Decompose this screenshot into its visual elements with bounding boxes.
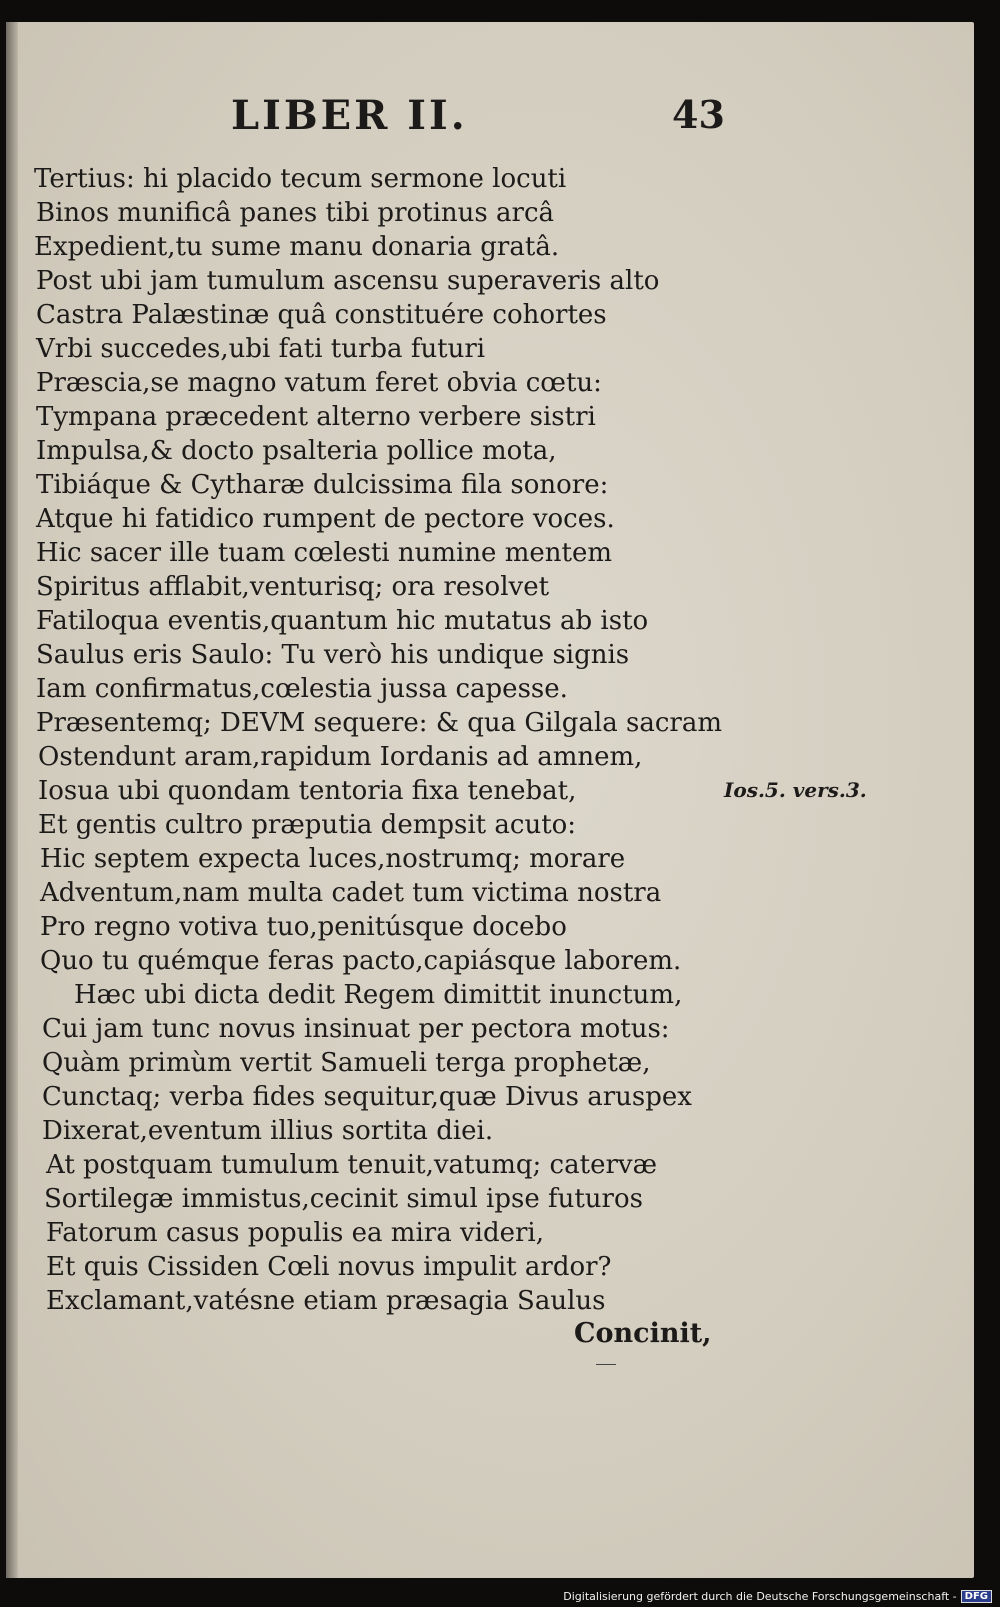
verse-line: Tympana præcedent alterno verbere sistri — [36, 402, 596, 432]
marginal-reference: Ios.5. vers.3. — [724, 778, 867, 802]
credit-text: Digitalisierung gefördert durch die Deutsche Forschungsgemeinschaft - — [563, 1589, 957, 1603]
verse-line: Post ubi jam tumulum ascensu superaveris alto — [36, 266, 660, 296]
verse-line: Ostendunt aram,rapidum Iordanis ad amnem, — [38, 742, 643, 772]
verse-line: Iosua ubi quondam tentoria fixa tenebat, — [38, 776, 577, 806]
verse-line: Expedient,tu sume manu donaria gratâ. — [34, 232, 560, 262]
verse-line: Quo tu quémque feras pacto,capiásque laborem. — [40, 946, 682, 976]
verse-line: Quàm primùm vertit Samueli terga prophetæ, — [42, 1048, 651, 1078]
book-page — [6, 22, 974, 1578]
verse-line: Hic sacer ille tuam cœlesti numine mentem — [36, 538, 612, 568]
page-gutter-edge — [6, 22, 18, 1578]
catchword: Concinit, — [574, 1318, 712, 1349]
running-head: LIBER II. — [231, 92, 468, 139]
verse-line: Iam confirmatus,cœlestia jussa capesse. — [36, 674, 568, 704]
verse-line: Fatiloqua eventis,quantum hic mutatus ab isto — [36, 606, 649, 636]
verse-line: Præscia,se magno vatum feret obvia cœtu: — [36, 368, 602, 398]
verse-line: Saulus eris Saulo: Tu verò his undique signis — [36, 640, 630, 670]
page-number: 43 — [672, 92, 725, 137]
verse-line: Sortilegæ immistus,cecinit simul ipse futuros — [44, 1184, 643, 1214]
verse-line: Exclamant,vatésne etiam præsagia Saulus — [46, 1286, 606, 1316]
verse-line: Spiritus afflabit,venturisq; ora resolvet — [36, 572, 550, 602]
verse-line: Pro regno votiva tuo,penitúsque docebo — [40, 912, 567, 942]
verse-line: Præsentemq; DEVM sequere: & qua Gilgala sacram — [36, 708, 723, 738]
verse-line: Tibiáque & Cytharæ dulcissima fila sonore: — [36, 470, 609, 500]
verse-line: Castra Palæstinæ quâ constituére cohortes — [36, 300, 607, 330]
verse-line: Fatorum casus populis ea mira videri, — [46, 1218, 545, 1248]
verse-line: Cunctaq; verba fides sequitur,quæ Divus aruspex — [42, 1082, 692, 1112]
verse-line: Et gentis cultro præputia dempsit acuto: — [38, 810, 577, 840]
verse-line: Binos munificâ panes tibi protinus arcâ — [36, 198, 555, 228]
verse-line: At postquam tumulum tenuit,vatumq; catervæ — [46, 1150, 658, 1180]
verse-line: Hic septem expecta luces,nostrumq; morare — [40, 844, 626, 874]
verse-line: Et quis Cissiden Cœli novus impulit ardor? — [46, 1252, 612, 1282]
catchword-rule — [596, 1364, 616, 1365]
verse-line: Vrbi succedes,ubi fati turba futuri — [36, 334, 486, 364]
dfg-logo: DFG — [961, 1590, 992, 1603]
verse-line: Atque hi fatidico rumpent de pectore voces. — [36, 504, 615, 534]
verse-line: Hæc ubi dicta dedit Regem dimittit inunctum, — [74, 980, 683, 1010]
verse-line: Impulsa,& docto psalteria pollice mota, — [36, 436, 557, 466]
verse-line: Tertius: hi placido tecum sermone locuti — [34, 164, 567, 194]
verse-line: Cui jam tunc novus insinuat per pectora motus: — [42, 1014, 670, 1044]
verse-line: Adventum,nam multa cadet tum victima nostra — [40, 878, 662, 908]
digitization-credit-bar — [0, 1585, 1000, 1607]
verse-line: Dixerat,eventum illius sortita diei. — [42, 1116, 494, 1146]
